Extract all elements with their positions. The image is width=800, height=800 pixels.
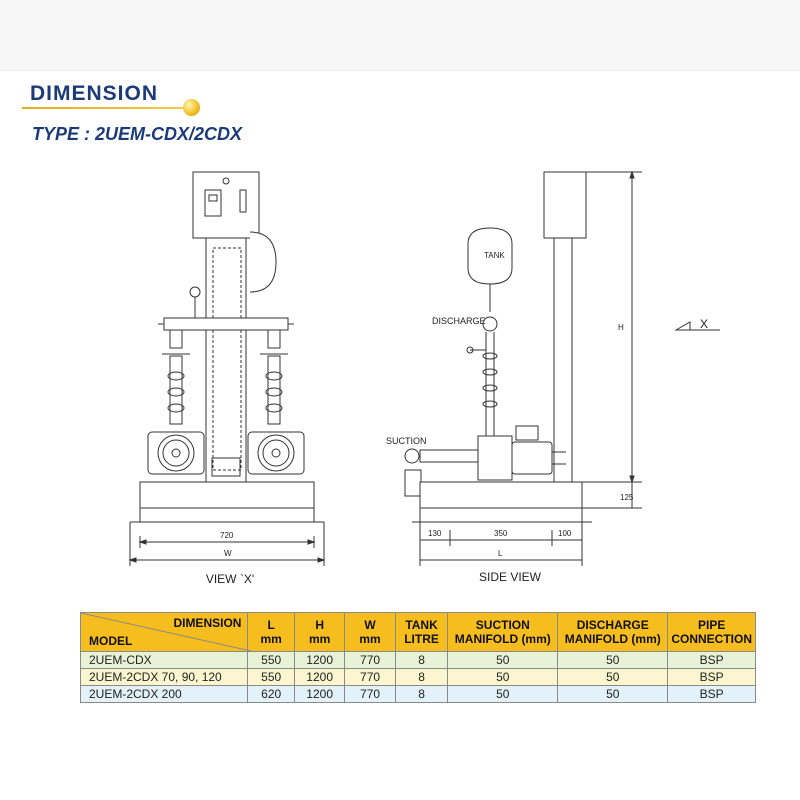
section-title: DIMENSION xyxy=(30,82,159,105)
h-cell: 1200 xyxy=(294,669,344,686)
front-view xyxy=(130,172,324,566)
dimension-header-label: DIMENSION xyxy=(173,616,242,630)
column-header: PIPE CONNECTION xyxy=(668,613,756,652)
x-arrow-label: X xyxy=(700,317,709,331)
l-cell: 550 xyxy=(248,652,294,669)
suction-label: SUCTION xyxy=(386,436,427,446)
l-cell: 550 xyxy=(248,669,294,686)
dim-720-label: 720 xyxy=(220,531,234,540)
title-underline xyxy=(22,107,192,109)
w-cell: 770 xyxy=(345,669,395,686)
h-dim-label: H xyxy=(618,323,624,332)
column-header: TANK LITRE xyxy=(395,613,448,652)
column-header: DISCHARGE MANIFOLD (mm) xyxy=(558,613,668,652)
top-band xyxy=(0,0,800,71)
w-cell: 770 xyxy=(345,686,395,703)
discharge-label: DISCHARGE xyxy=(432,316,486,326)
model-dimension-header xyxy=(81,613,248,652)
bullet-dot-icon xyxy=(183,99,200,116)
dim-130-label: 130 xyxy=(428,529,442,538)
tank-cell: 8 xyxy=(395,669,448,686)
tank-label: TANK xyxy=(484,251,505,260)
column-header: W mm xyxy=(345,613,395,652)
column-header: SUCTION MANIFOLD (mm) xyxy=(448,613,558,652)
table-header-row xyxy=(81,613,756,652)
tank-cell: 8 xyxy=(395,686,448,703)
table-row xyxy=(81,669,756,686)
side-view xyxy=(405,172,720,566)
discharge-cell: 50 xyxy=(558,669,668,686)
technical-drawing xyxy=(0,150,800,590)
pipe-cell: BSP xyxy=(668,686,756,703)
h-cell: 1200 xyxy=(294,686,344,703)
model-cell: 2UEM-2CDX 70, 90, 120 xyxy=(81,669,248,686)
side-view-caption: SIDE VIEW xyxy=(478,570,541,584)
w-cell: 770 xyxy=(345,652,395,669)
h-cell: 1200 xyxy=(294,652,344,669)
pipe-cell: BSP xyxy=(668,669,756,686)
table-row xyxy=(81,686,756,703)
dim-350-label: 350 xyxy=(494,529,508,538)
l-cell: 620 xyxy=(248,686,294,703)
dim-100-label: 100 xyxy=(558,529,572,538)
column-header: L mm xyxy=(248,613,294,652)
pipe-cell: BSP xyxy=(668,652,756,669)
dim-w-label: W xyxy=(224,549,232,558)
dim-125-label: 125 xyxy=(620,493,634,502)
column-header: H mm xyxy=(294,613,344,652)
discharge-cell: 50 xyxy=(558,686,668,703)
view-x-caption: VIEW `X' xyxy=(205,572,255,586)
model-cell: 2UEM-2CDX 200 xyxy=(81,686,248,703)
type-subtitle: TYPE : 2UEM-CDX/2CDX xyxy=(32,124,243,144)
model-header-label: MODEL xyxy=(89,634,133,648)
discharge-cell: 50 xyxy=(558,652,668,669)
model-cell: 2UEM-CDX xyxy=(81,652,248,669)
table-row xyxy=(81,652,756,669)
dimension-table xyxy=(80,612,756,703)
dim-l-label: L xyxy=(498,549,503,558)
tank-cell: 8 xyxy=(395,652,448,669)
suction-cell: 50 xyxy=(448,686,558,703)
suction-cell: 50 xyxy=(448,669,558,686)
suction-cell: 50 xyxy=(448,652,558,669)
